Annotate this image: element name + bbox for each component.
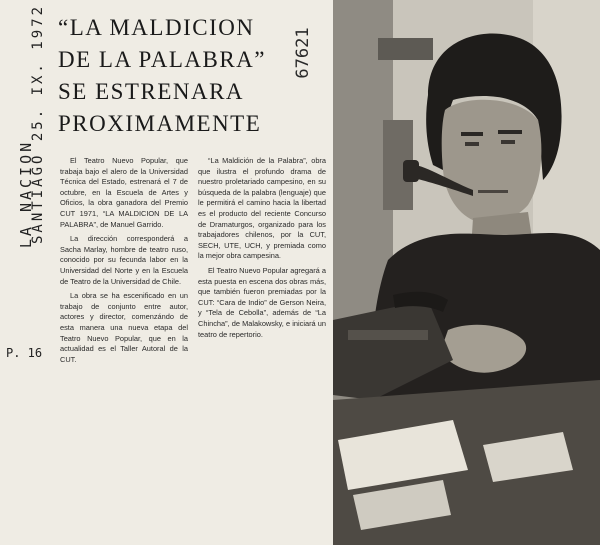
headline-line-2: DE LA PALABRA” — [58, 47, 266, 72]
handwritten-margin-note — [2, 3, 50, 364]
headline-line-3: SE ESTRENARA — [58, 79, 245, 104]
portrait-photo — [333, 0, 600, 545]
headline-line-4: PROXIMAMENTE — [58, 111, 262, 136]
paragraph: El Teatro Nuevo Popular, que trabaja bajo el alero de la Universidad Técnica del Estado, estrenará el 7 de octubre, en la Escuela de Artes y Oficios, la obra ganadora del Premio CUT 1971, “LA MALDICION DE LA PALABRA”, de Manuel Garrido. — [60, 156, 188, 229]
handwritten-date: SANTIAGO 25. IX. 1972 — [30, 3, 46, 245]
article-column-left — [60, 156, 188, 369]
paragraph: La dirección corresponderá a Sacha Marlay, hombre de teatro ruso, conocido por su fecunda labor en la Universidad del Norte y en la Escuela de Teatro de la Universidad de Chile. — [60, 234, 188, 286]
portrait-illustration — [333, 0, 600, 545]
handwritten-source: LA NACION — [17, 139, 35, 249]
archive-stamp — [278, 8, 328, 98]
headline-line-1: “LA MALDICION — [58, 15, 255, 40]
archive-number: 67621 — [293, 27, 313, 79]
handwritten-page-number: P. 16 — [6, 346, 43, 360]
paragraph: La obra se ha escenificado en un trabajo de conjunto entre autor, actores y director, comenzándo de esta manera una nueva etapa del Teatro Nuevo Popular, que en la actualidad es el Taller Autoral de la CUT. — [60, 291, 188, 364]
article-column-middle — [198, 156, 326, 344]
paragraph: El Teatro Nuevo Popular agregará a esta puesta en escena dos obras más, que también fueron premiadas por la CUT: “Cara de Indio” de Gerson Neira, y “Tela de Cebolla”, además de “La Chincha”, de Malakowsky, e iniciará un teatro de repertorio. — [198, 265, 326, 339]
paragraph: “La Maldición de la Palabra”, obra que ilustra el profundo drama de nuestro proletariado campesino, en su búsqueda de la palabra (lenguaje) que le permitirá el camino hacia la libertad es el producto del reciente Concurso de Dramaturgos, organizado para los trabajadores chilenos, por la CUT, SECH, UTE, UCH, y premiada como la mejor obra campesina. — [198, 156, 326, 261]
